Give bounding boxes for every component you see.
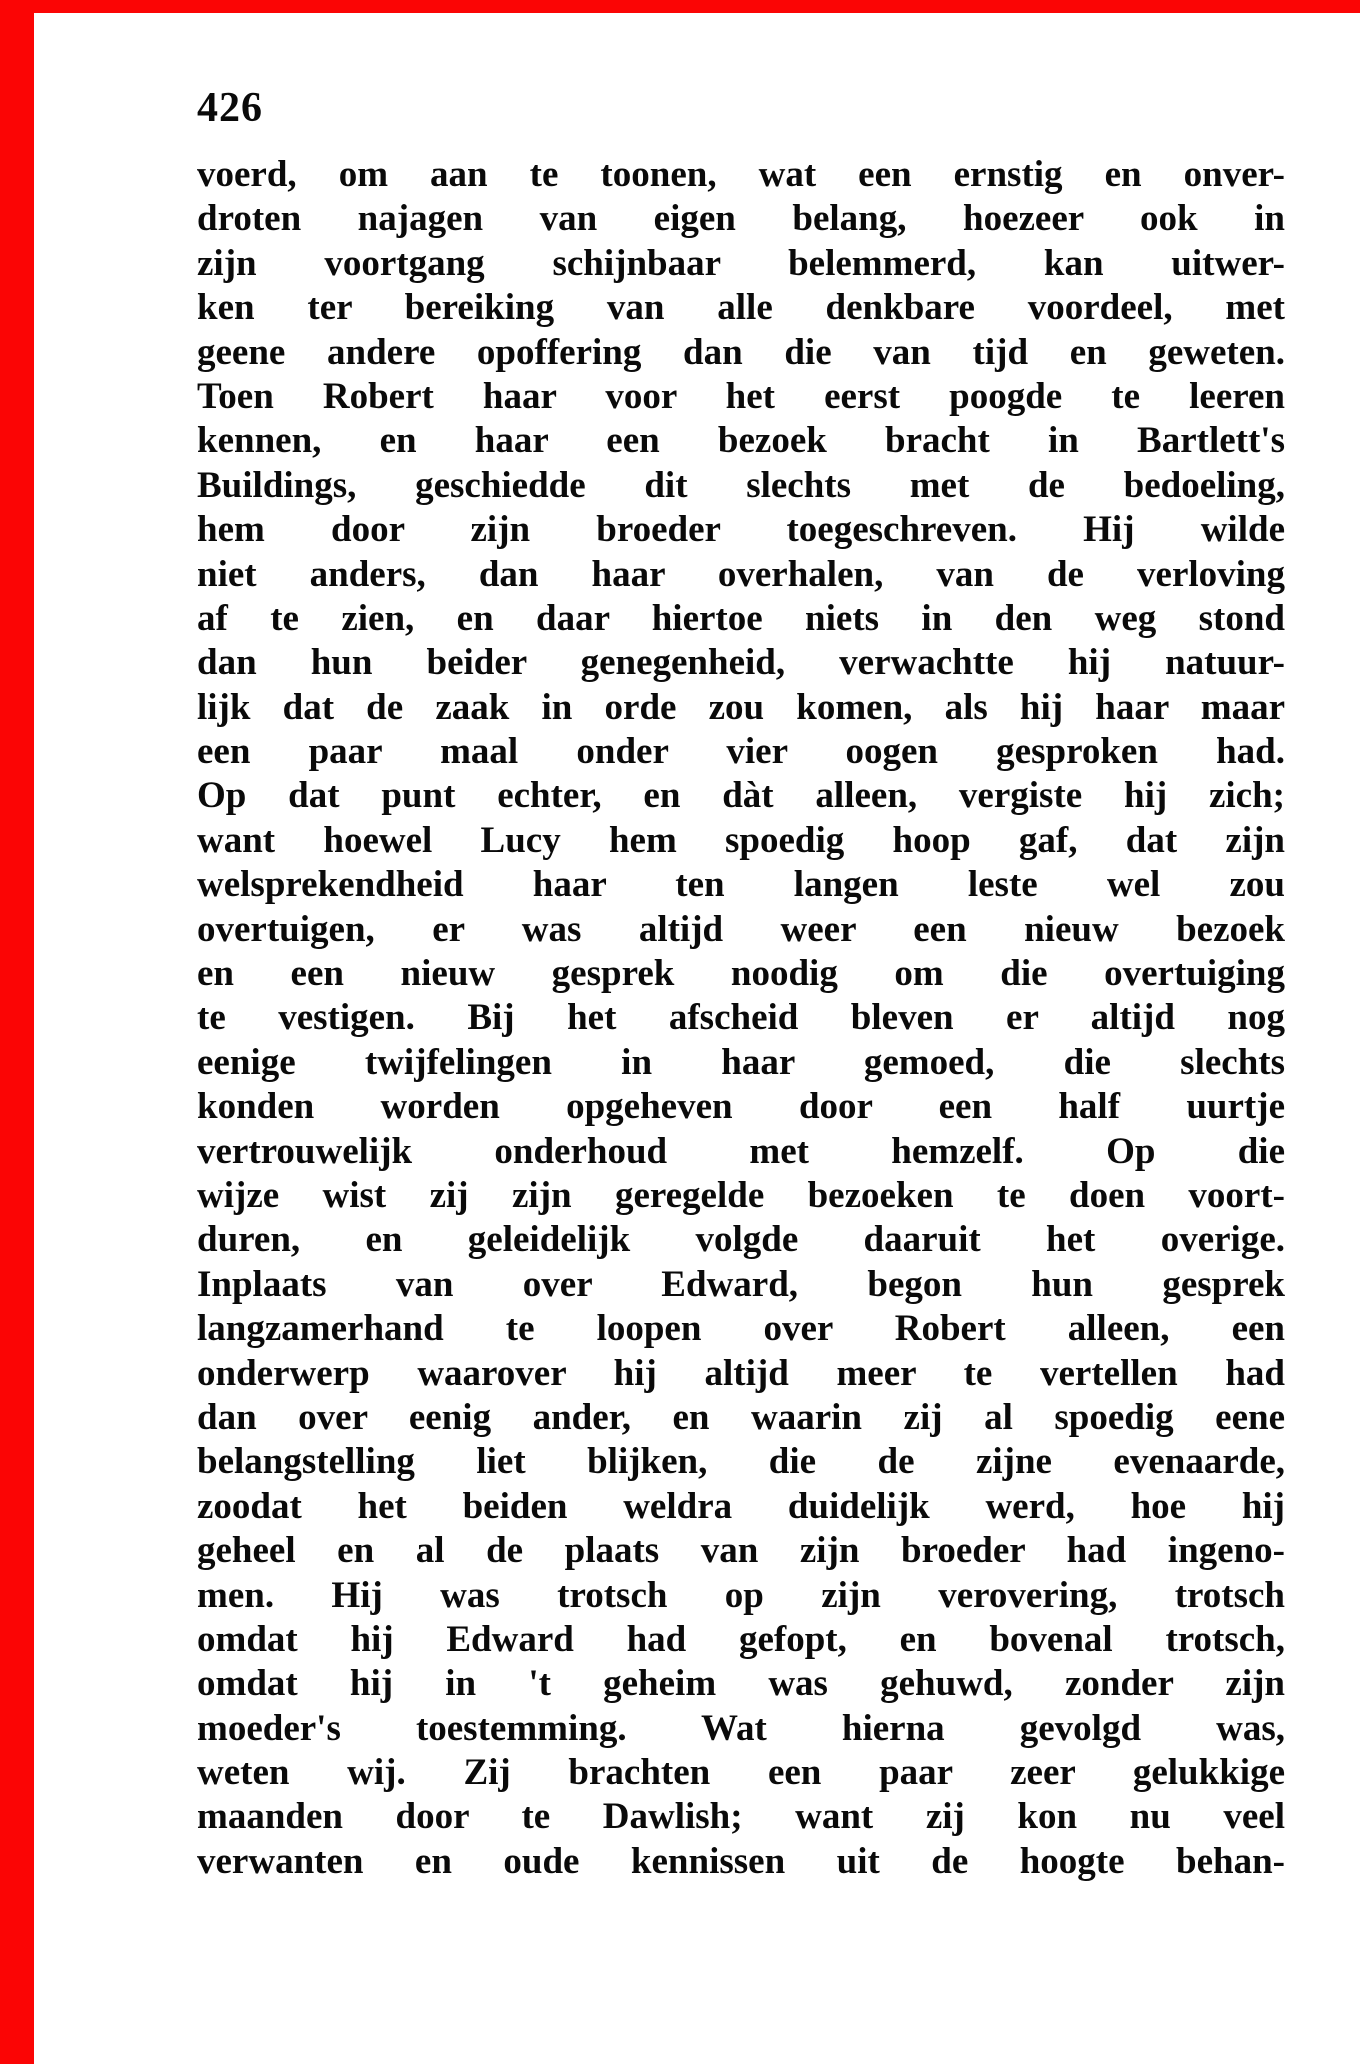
text-line: dan hun beider genegenheid, verwachtte hij natuur- — [197, 642, 1285, 684]
text-line: Op dat punt echter, en dàt alleen, vergiste hij zich; — [197, 775, 1285, 817]
body-text — [197, 153, 1285, 1884]
page-number: 426 — [197, 85, 263, 131]
text-line: een paar maal onder vier oogen gesproken had. — [197, 731, 1285, 773]
text-line: Toen Robert haar voor het eerst poogde te leeren — [197, 375, 1285, 417]
text-line: men. Hij was trotsch op zijn verovering, trotsch — [197, 1574, 1285, 1616]
text-line: wijze wist zij zijn geregelde bezoeken te doen voort- — [197, 1174, 1285, 1216]
text-line: lijk dat de zaak in orde zou komen, als hij haar maar — [197, 686, 1285, 728]
text-line: maanden door te Dawlish; want zij kon nu veel — [197, 1796, 1285, 1838]
text-line: voerd, om aan te toonen, wat een ernstig en onver- — [197, 154, 1285, 195]
scan-border-left — [0, 0, 34, 2064]
text-line: droten najagen van eigen belang, hoezeer ook in — [197, 198, 1285, 240]
text-line: konden worden opgeheven door een half uurtje — [197, 1086, 1285, 1128]
text-line: welsprekendheid haar ten langen leste wel zou — [197, 864, 1285, 906]
text-line: niet anders, dan haar overhalen, van de verloving — [197, 553, 1285, 595]
text-line: zijn voortgang schijnbaar belemmerd, kan uitwer- — [197, 242, 1285, 284]
text-line: overtuigen, er was altijd weer een nieuw bezoek — [197, 908, 1285, 950]
text-line: af te zien, en daar hiertoe niets in den weg stond — [197, 597, 1285, 639]
text-line: vertrouwelijk onderhoud met hemzelf. Op die — [197, 1130, 1285, 1172]
text-line: omdat hij Edward had gefopt, en bovenal trotsch, — [197, 1618, 1285, 1660]
text-line: want hoewel Lucy hem spoedig hoop gaf, dat zijn — [197, 819, 1285, 861]
text-line: eenige twijfelingen in haar gemoed, die slechts — [197, 1041, 1285, 1083]
scan-border-top — [0, 0, 1360, 13]
text-line: langzamerhand te loopen over Robert alleen, een — [197, 1308, 1285, 1350]
text-line: Buildings, geschiedde dit slechts met de bedoeling, — [197, 464, 1285, 506]
text-line: ken ter bereiking van alle denkbare voordeel, met — [197, 287, 1285, 329]
text-line: zoodat het beiden weldra duidelijk werd, hoe hij — [197, 1485, 1285, 1527]
text-line: kennen, en haar een bezoek bracht in Bartlett's — [197, 420, 1285, 462]
text-line: geene andere opoffering dan die van tijd en geweten. — [197, 331, 1285, 373]
text-line: belangstelling liet blijken, die de zijne evenaarde, — [197, 1441, 1285, 1483]
text-line: verwanten en oude kennissen uit de hoogte behan- — [197, 1840, 1285, 1882]
text-line: omdat hij in 't geheim was gehuwd, zonder zijn — [197, 1663, 1285, 1705]
text-line: Inplaats van over Edward, begon hun gesprek — [197, 1263, 1285, 1305]
text-line: duren, en geleidelijk volgde daaruit het overige. — [197, 1219, 1285, 1261]
text-line: te vestigen. Bij het afscheid bleven er altijd nog — [197, 997, 1285, 1039]
text-line: geheel en al de plaats van zijn broeder had ingeno- — [197, 1530, 1285, 1572]
text-line: moeder's toestemming. Wat hierna gevolgd was, — [197, 1707, 1285, 1749]
text-line: weten wij. Zij brachten een paar zeer gelukkige — [197, 1752, 1285, 1794]
text-line: en een nieuw gesprek noodig om die overtuiging — [197, 953, 1285, 995]
text-line: dan over eenig ander, en waarin zij al spoedig eene — [197, 1396, 1285, 1438]
text-line: onderwerp waarover hij altijd meer te vertellen had — [197, 1352, 1285, 1394]
text-line: hem door zijn broeder toegeschreven. Hij wilde — [197, 509, 1285, 551]
